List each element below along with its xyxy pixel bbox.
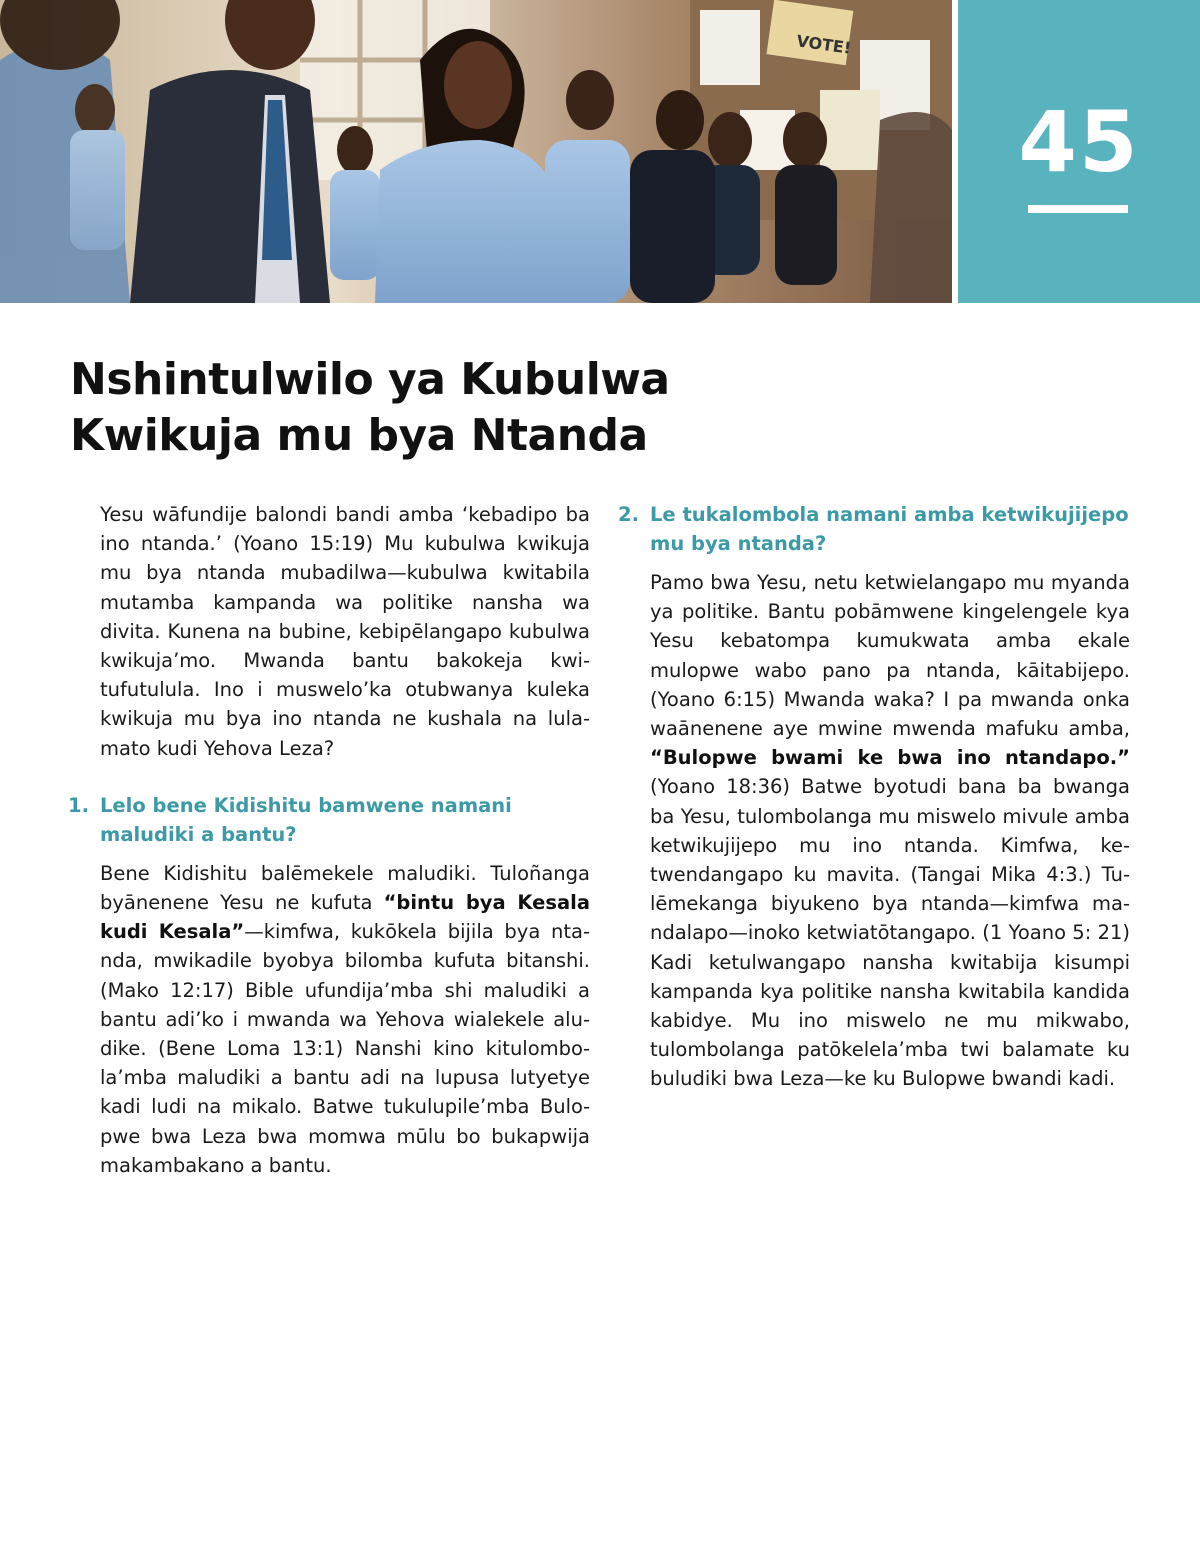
section-1-answer [100,859,590,1180]
section-2-answer-post: (Yoano 18:36) Batwe byotudi bana ba bwanga ba Yesu, tulombolanga mu miswelo mivule amba ketwikujijepo mu ino ntanda. Kimfwa, ketwendangapo ku mavita. (Tangai Mika 4:3.) Tulēmekanga biyukeno bya ntanda—kimfwa mandalapo—inoko ketwiatōtangapo. (1 Yoano 5: 21) Kadi ketulwangapo nansha kwitabija kisumpi kampanda kya politike nansha kwitabila kandida kabidye. Mu ino miswelo ne mu mikwabo, tulombolanga patōkelela’mba twi balamate ku buludiki bwa Leza—ke ku Bulopwe bwandi kadi. [650,775,1130,1091]
section-1-question [70,791,590,849]
title-line-1: Nshintulwilo ya Kubulwa [70,354,670,405]
left-column [70,500,590,1180]
lesson-number-panel [958,0,1200,303]
right-column [620,500,1130,1094]
section-2-answer [650,568,1130,1094]
section-2-answer-bold: “Bulopwe bwami ke bwa ino ntandapo.” [650,746,1130,770]
page-title [70,352,870,464]
lesson-number-underline [1028,205,1128,213]
section-1-answer-post: —kimfwa, kukōkela bijila bya ntanda, mwikadile byobya bilomba kufuta bitanshi. (Mako 12:17) Bible ufundija’mba shi maludiki a bantu adi’ko i mwanda wa Yehova wialekele aludike. (Bene Loma 13:1) Nanshi kino kitulombola’mba maludiki a bantu adi na lupusa lutyetye kadi ludi na mikalo. Batwe tukulupile’mba Bulopwe bwa Leza bwa momwa mūlu bo bukapwija makambakano a bantu. [100,920,590,1177]
section-1-question-text: Lelo bene Kidishitu bamwene namani maludiki a bantu? [100,793,512,846]
foreground-right [870,112,952,303]
section-1-answer-pre: Bene Kidishitu balēmekele maludiki. Tuloñanga byānenene Yesu ne kufuta [100,861,590,915]
section-2-question-text: Le tukalombola namani amba ketwikujijepo mu bya ntanda? [650,503,1129,555]
lesson-number: 45 [1018,93,1140,191]
section-2-question [620,500,1130,558]
section-1-answer-bold: “bintu bya Kesala kudi Kesala” [100,891,590,944]
title-line-2: Kwikuja mu bya Ntanda [70,410,648,461]
vote-sign-text: VOTE! [795,31,853,58]
section-1 [70,791,590,1180]
section-2 [620,500,1130,1094]
intro-paragraph: Yesu wāfundije balondi bandi amba ‘kebadipo ba ino ntanda.’ (Yoano 15:19) Mu kubulwa kwikuja mu bya ntanda mubadilwa—kubulwa kwitabila mutamba kampanda wa politike nansha wa divita. Kunena na bubine, kebipēlangapo kubulwa kwikuja’mo. Mwanda bantu bakokeja kwitufutulula. Ino i muswelo’ka otubwanya kuleka kwikuja mu bya ino ntanda ne kushala na lulamato kudi Yehova Leza? [100,503,590,760]
hero-photo [0,0,952,303]
foreground-left [0,0,130,303]
section-2-answer-pre: Pamo bwa Yesu, netu ketwielangapo mu myanda ya politike. Bantu pobāmwene kingelengele kya Yesu kebatompa kumukwata amba ekale mulopwe wabo pano pa ntanda, kāitabijepo. (Yoano 6:15) Mwanda waka? I pa mwanda onka waānenene aye mwine mwenda mafuku amba, [650,571,1130,741]
section-1-number: 1. [68,793,89,817]
classroom-illustration [0,0,952,303]
section-2-number: 2. [618,503,639,526]
